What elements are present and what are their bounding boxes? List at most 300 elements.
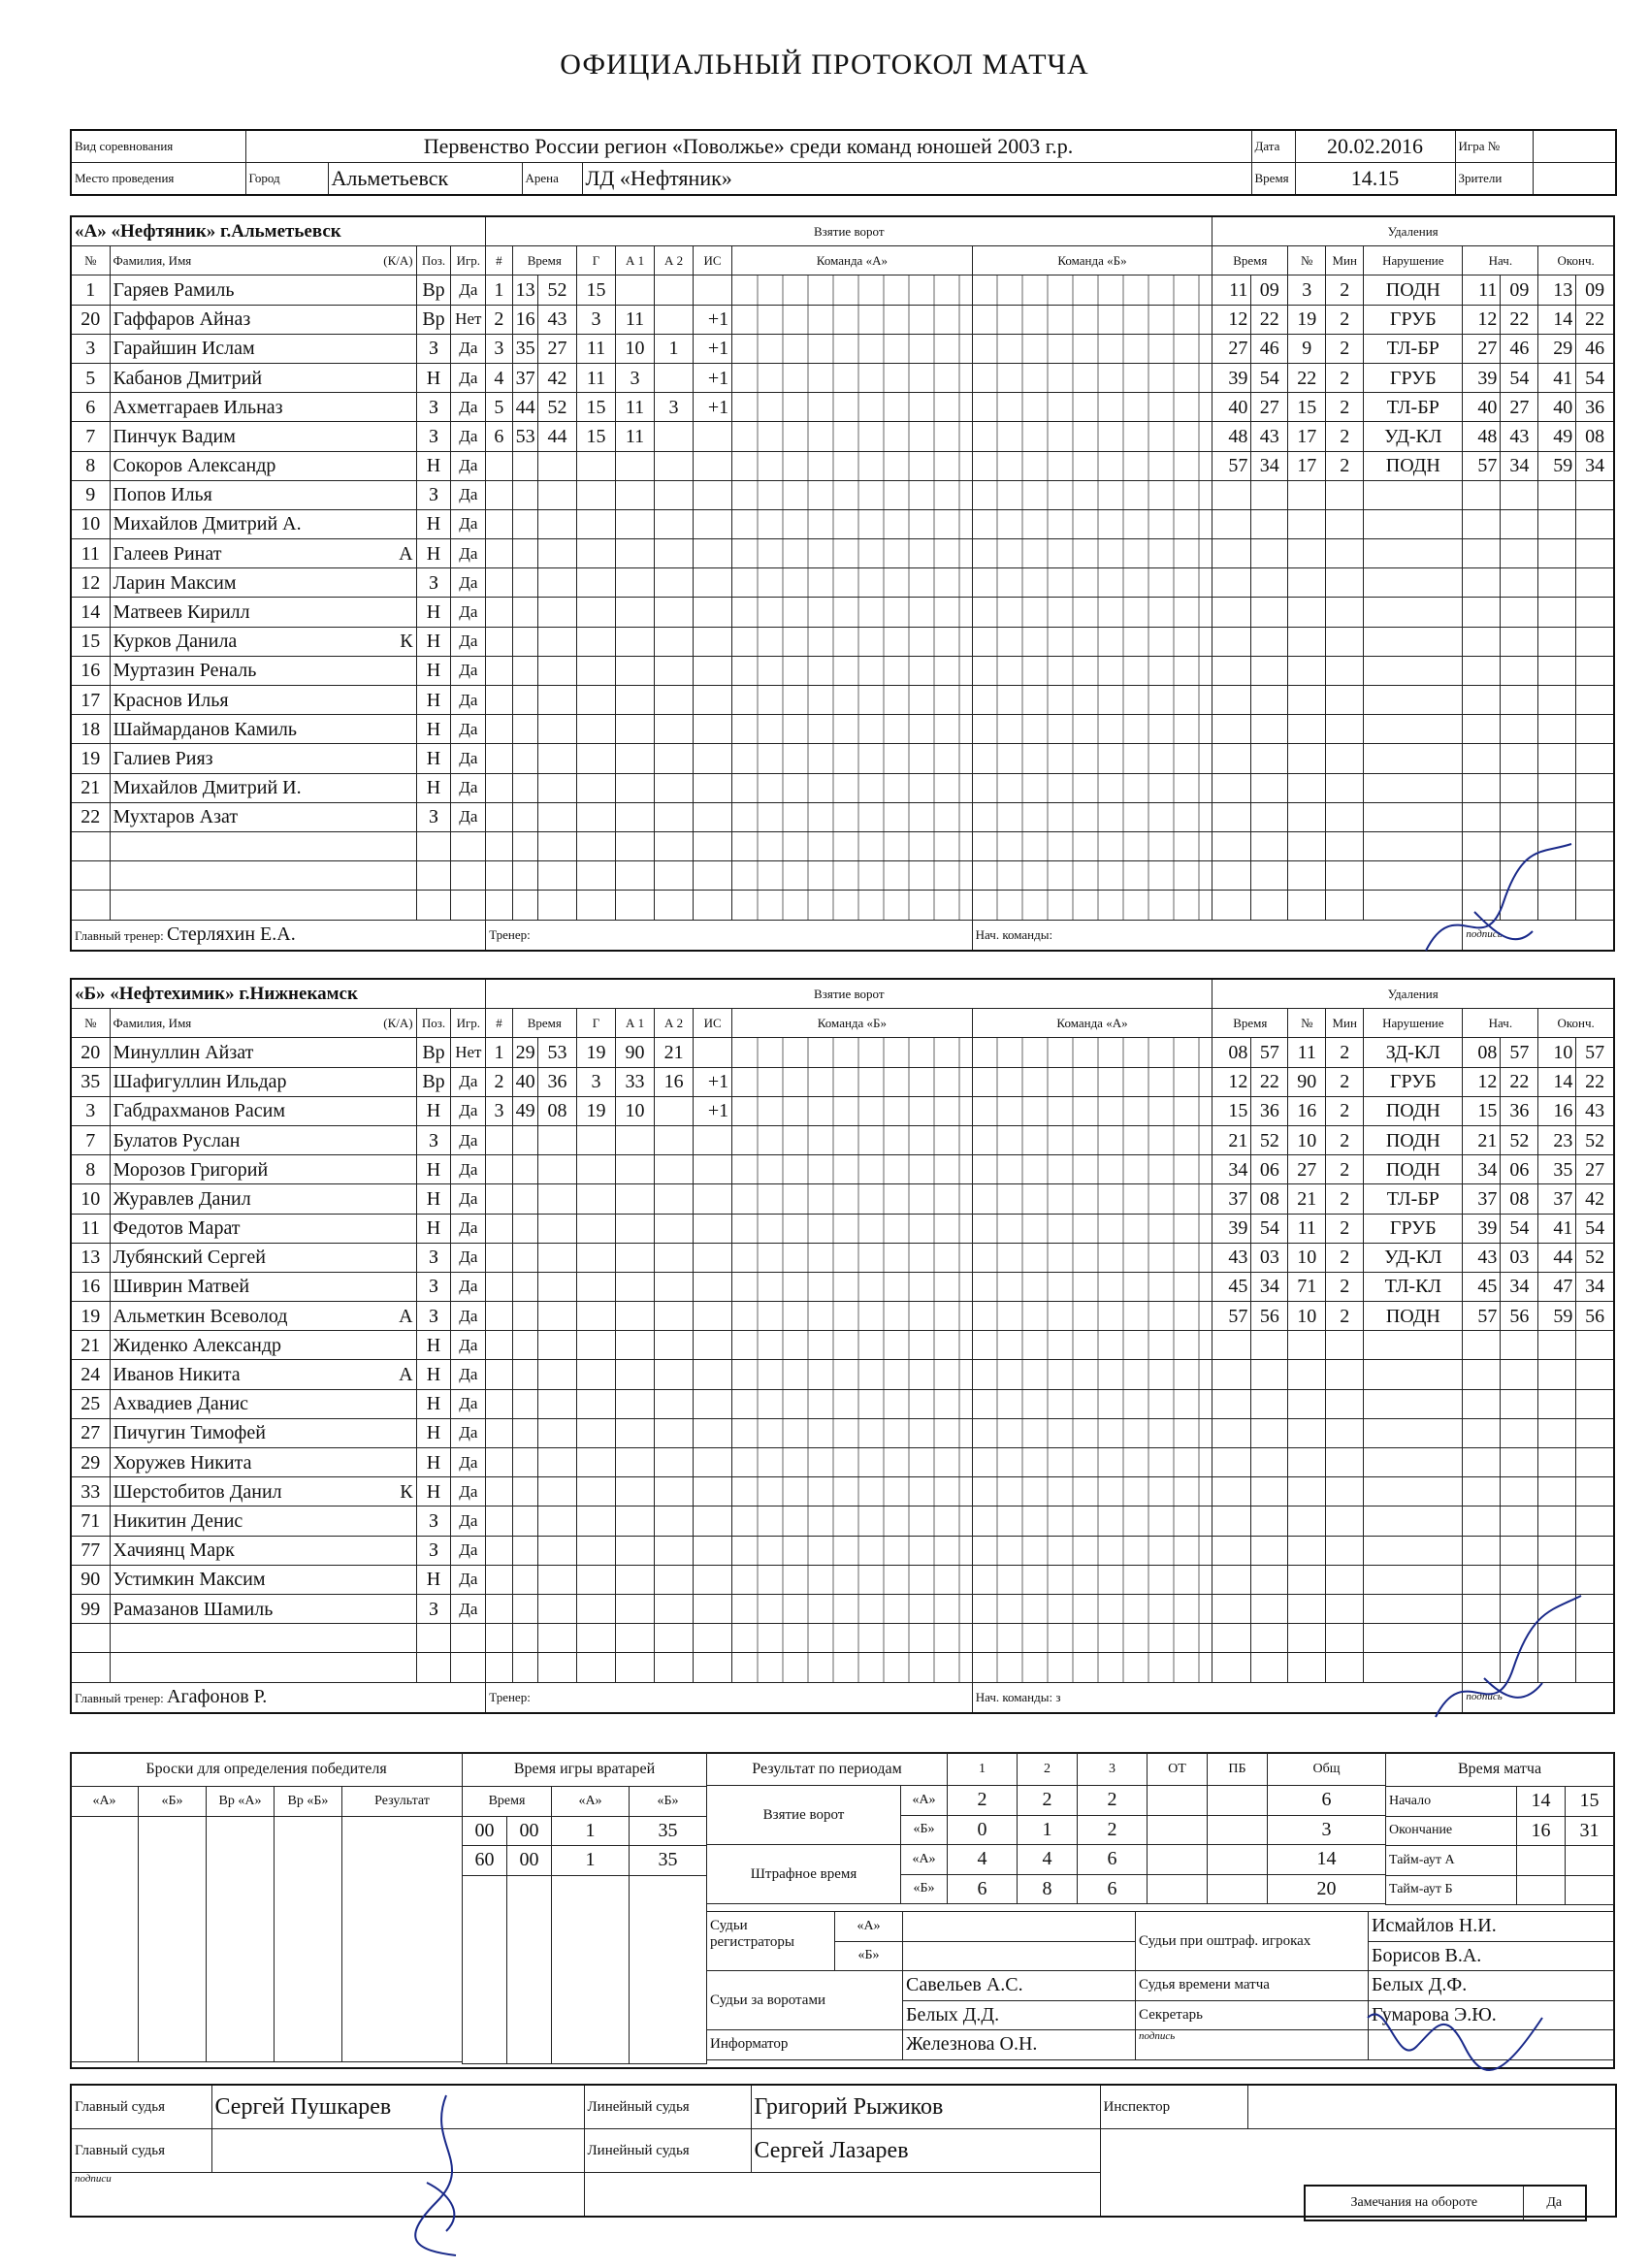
goals-team-b-label: «Б»	[901, 1815, 948, 1845]
penalty-minutes: 2	[1326, 1155, 1364, 1184]
remarks-value: Да	[1523, 2186, 1586, 2220]
goal-assist-1: 10	[616, 334, 655, 363]
goal-situation	[694, 275, 732, 305]
player-number: 10	[71, 509, 110, 538]
goal-scorer: 19	[577, 1038, 616, 1067]
player-name-cell	[110, 773, 416, 802]
player-position: Н	[416, 509, 451, 538]
player-played: Да	[451, 1507, 486, 1536]
penalty-start-min: 57	[1463, 451, 1501, 480]
player-name-cell	[110, 1360, 416, 1389]
team-b-row	[71, 1184, 1614, 1214]
col-goal-time: Время	[512, 246, 576, 275]
penalty-minutes: 2	[1326, 1067, 1364, 1096]
player-played: Да	[451, 1565, 486, 1594]
player-position: Н	[416, 686, 451, 715]
penalty-infraction: ГРУБ	[1364, 1214, 1463, 1243]
penalty-end-min: 44	[1538, 1243, 1576, 1272]
player-played: Да	[451, 1272, 486, 1301]
penalty-box-judge-1: Исмайлов Н.И.	[1369, 1912, 1614, 1942]
player-name-cell	[110, 715, 416, 744]
game-number-label: Игра №	[1455, 130, 1533, 163]
penalty-second: 56	[1251, 1302, 1288, 1331]
penalty-start-min: 12	[1463, 1067, 1501, 1096]
goal-scorer: 3	[577, 1067, 616, 1096]
shootout-col-gb: Вр «Б»	[275, 1787, 342, 1817]
goalie-row-a: 1	[552, 1816, 630, 1846]
timeout-b-label: Тайм-аут Б	[1386, 1875, 1517, 1905]
penalty-start-min: 27	[1463, 334, 1501, 363]
player-number: 16	[71, 1272, 110, 1301]
pim-a-ot	[1148, 1845, 1208, 1875]
col-name: Фамилия, Имя (К/А)	[110, 1009, 416, 1038]
col-pos: Поз.	[416, 246, 451, 275]
goals-section-title: Взятие ворот	[486, 979, 1212, 1009]
goal-scorer: 15	[576, 422, 615, 451]
penalty-player: 16	[1288, 1096, 1326, 1125]
player-number: 9	[71, 480, 110, 509]
linesman-label: Линейный судья	[584, 2129, 751, 2173]
player-name: Муртазин Реналь	[113, 660, 257, 682]
player-position: Вр	[416, 275, 451, 305]
sign-label: подпись	[1463, 920, 1614, 951]
col-goal-scorer: Г	[577, 1009, 616, 1038]
penalty-end-sec: 54	[1576, 363, 1614, 392]
player-played: Да	[451, 1448, 486, 1477]
goal-number: 2	[486, 305, 512, 334]
time-value: 14.15	[1295, 163, 1455, 196]
pim-b-ot	[1148, 1874, 1208, 1904]
goals-a-ot	[1148, 1786, 1208, 1816]
goal-scorer: 15	[576, 393, 615, 422]
penalty-start-min: 34	[1463, 1155, 1501, 1184]
period-col-2: 2	[1018, 1753, 1078, 1786]
player-number: 33	[71, 1477, 110, 1507]
goalie-col-b: «Б»	[630, 1787, 707, 1817]
chief-name: з	[1055, 1689, 1061, 1704]
team-name: «Б» «Нефтехимик» г.Нижнекамск	[71, 979, 486, 1009]
penalty-start-min: 48	[1463, 422, 1501, 451]
player-played: Да	[451, 802, 486, 831]
player-number: 90	[71, 1565, 110, 1594]
player-number: 24	[71, 1360, 110, 1389]
player-number: 12	[71, 568, 110, 598]
player-name-cell	[110, 1243, 416, 1272]
goal-judge-2: Белых Д.Д.	[903, 2000, 1136, 2030]
player-name-cell	[110, 744, 416, 773]
player-name-cell	[110, 305, 416, 334]
penalty-minutes: 2	[1326, 1243, 1364, 1272]
team-a-row	[71, 656, 1614, 685]
player-name: Иванов Никита	[113, 1364, 241, 1386]
period-col-1: 1	[948, 1753, 1018, 1786]
player-number: 27	[71, 1418, 110, 1447]
player-number: 3	[71, 334, 110, 363]
team-a-signature	[1416, 834, 1591, 970]
penalty-minute: 21	[1212, 1125, 1251, 1154]
penalty-player: 71	[1288, 1272, 1326, 1301]
player-name: Курков Данила	[113, 631, 238, 653]
goalie-row-a: 1	[552, 1846, 630, 1876]
player-number: 25	[71, 1389, 110, 1418]
penalty-minute: 57	[1212, 451, 1251, 480]
pim-a-p2: 4	[1018, 1845, 1078, 1875]
col-num: №	[71, 246, 110, 275]
shootout-title: Броски для определения победителя	[71, 1753, 463, 1787]
team-a-row	[71, 451, 1614, 480]
pim-b-p3: 6	[1078, 1874, 1148, 1904]
col-assist-1: А 1	[616, 246, 655, 275]
team-a-row	[71, 598, 1614, 627]
player-played: Да	[451, 1096, 486, 1125]
goalie-row-min: 00	[463, 1816, 507, 1846]
penalty-end-min: 29	[1538, 334, 1576, 363]
shootout-col-ga: Вр «А»	[207, 1787, 275, 1817]
player-name: Хоружев Никита	[113, 1451, 252, 1474]
goalie-row-b: 35	[630, 1816, 707, 1846]
penalty-end-min: 23	[1538, 1125, 1576, 1154]
col-pen-time: Время	[1212, 246, 1288, 275]
team-b-row	[71, 1653, 1614, 1682]
col-pen-infraction: Нарушение	[1364, 246, 1463, 275]
goal-assist-2: 3	[655, 393, 694, 422]
penalty-infraction: ТЛ-КЛ	[1364, 1272, 1463, 1301]
linesman-label: Линейный судья	[584, 2085, 751, 2129]
registrar-b-label: «Б»	[835, 1941, 903, 1971]
player-number: 13	[71, 1243, 110, 1272]
player-name: Гаффаров Айназ	[113, 308, 251, 331]
team-name: «А» «Нефтяник» г.Альметьевск	[71, 216, 486, 246]
chief-cell	[972, 920, 1463, 951]
goal-assist-2	[655, 422, 694, 451]
penalty-end-sec: 34	[1576, 451, 1614, 480]
pim-label: Штрафное время	[707, 1845, 901, 1904]
penalty-player: 22	[1288, 363, 1326, 392]
penalty-start-sec: 09	[1501, 275, 1538, 305]
penalties-section-title: Удаления	[1212, 216, 1614, 246]
player-name-cell	[110, 1038, 416, 1067]
player-name: Морозов Григорий	[113, 1158, 269, 1181]
penalty-start-min: 39	[1463, 363, 1501, 392]
goal-minute: 44	[512, 393, 537, 422]
goal-second: 43	[537, 305, 576, 334]
player-name: Журавлев Данил	[113, 1187, 251, 1210]
player-played: Да	[451, 1389, 486, 1418]
team-b-row	[71, 1624, 1614, 1653]
player-position: З	[416, 568, 451, 598]
team-b-row	[71, 1331, 1614, 1360]
goal-number: 5	[486, 393, 512, 422]
penalty-start-min: 08	[1463, 1038, 1501, 1067]
col-played: Игр.	[451, 246, 486, 275]
goalie-row-sec: 00	[507, 1846, 552, 1876]
goal-assist-2	[655, 363, 694, 392]
pim-a-p3: 6	[1078, 1845, 1148, 1875]
penalty-minute: 37	[1212, 1184, 1251, 1214]
player-role: К	[400, 631, 413, 653]
player-name-cell	[110, 334, 416, 363]
goal-scorer: 3	[576, 305, 615, 334]
goals-b-p1: 0	[948, 1815, 1018, 1845]
player-name: Минуллин Айзат	[113, 1041, 254, 1063]
penalty-minutes: 2	[1326, 275, 1364, 305]
team-b-row	[71, 1096, 1614, 1125]
player-name: Ахметгараев Ильназ	[113, 396, 283, 418]
team-b-row	[71, 1067, 1614, 1096]
penalty-end-min: 47	[1538, 1272, 1576, 1301]
team-b-row	[71, 1565, 1614, 1594]
pim-a-so	[1208, 1845, 1268, 1875]
player-position: З	[416, 1507, 451, 1536]
player-position: Н	[416, 539, 451, 568]
player-name-cell	[110, 509, 416, 538]
shootout-table	[70, 1752, 463, 2062]
goalie-time-title: Время игры вратарей	[463, 1753, 707, 1787]
player-played: Да	[451, 686, 486, 715]
player-name-cell	[110, 422, 416, 451]
goal-assist-1	[616, 275, 655, 305]
secretary-label: Секретарь	[1136, 2000, 1369, 2030]
col-team-a-onice: Команда «Б»	[732, 1009, 973, 1038]
informer-name: Железнова О.Н.	[903, 2030, 1136, 2060]
penalty-minute: 12	[1212, 1067, 1251, 1096]
shootout-col-result: Результат	[342, 1787, 463, 1817]
player-position: З	[416, 480, 451, 509]
goal-assist-2	[655, 1096, 694, 1125]
penalty-minute: 34	[1212, 1155, 1251, 1184]
penalty-player: 27	[1288, 1155, 1326, 1184]
team-b-row	[71, 1155, 1614, 1184]
trainer-label: Тренер:	[486, 920, 972, 951]
penalty-second: 27	[1251, 393, 1288, 422]
goal-judges-label: Судьи за воротами	[707, 1971, 903, 2030]
goal-situation: +1	[694, 1067, 732, 1096]
team-b-row	[71, 1389, 1614, 1418]
penalty-start-min: 21	[1463, 1125, 1501, 1154]
player-played: Да	[451, 1184, 486, 1214]
penalty-end-min: 16	[1538, 1096, 1576, 1125]
match-start-hour: 14	[1517, 1787, 1566, 1817]
team-a-row	[71, 831, 1614, 860]
player-position: З	[416, 1302, 451, 1331]
period-col-ot: ОТ	[1148, 1753, 1208, 1786]
chief-cell	[972, 1682, 1463, 1713]
player-name-cell	[110, 627, 416, 656]
penalty-end-sec: 36	[1576, 393, 1614, 422]
goal-minute: 49	[512, 1096, 537, 1125]
penalty-end-min: 40	[1538, 393, 1576, 422]
player-name: Михайлов Дмитрий А.	[113, 513, 302, 535]
registrar-a-label: «А»	[835, 1912, 903, 1942]
player-played: Да	[451, 1067, 486, 1096]
penalty-minute: 12	[1212, 305, 1251, 334]
player-name-cell	[110, 1536, 416, 1565]
penalty-start-sec: 34	[1501, 451, 1538, 480]
goals-b-so	[1208, 1815, 1268, 1845]
penalty-minutes: 2	[1326, 1096, 1364, 1125]
period-col-3: 3	[1078, 1753, 1148, 1786]
player-name: Никитин Денис	[113, 1509, 243, 1532]
penalty-start-sec: 34	[1501, 1272, 1538, 1301]
arena-label: Арена	[522, 163, 582, 196]
linesman-2: Сергей Лазарев	[751, 2129, 1100, 2173]
player-name: Рамазанов Шамиль	[113, 1598, 274, 1620]
player-name: Мухтаров Азат	[113, 806, 239, 828]
penalty-minute: 57	[1212, 1302, 1251, 1331]
penalty-minute: 27	[1212, 334, 1251, 363]
inspector-label: Инспектор	[1100, 2085, 1247, 2129]
penalty-start-min: 12	[1463, 305, 1501, 334]
col-team-b-onice: Команда «Б»	[972, 246, 1212, 275]
player-played: Да	[451, 363, 486, 392]
penalty-minutes: 2	[1326, 1214, 1364, 1243]
goalie-time-table	[462, 1752, 707, 2064]
team-b-row	[71, 1038, 1614, 1067]
player-name: Шафигуллин Ильдар	[113, 1071, 287, 1093]
col-goal-num: #	[486, 1009, 512, 1038]
remarks-table	[1304, 2185, 1587, 2221]
penalty-start-sec: 27	[1501, 393, 1538, 422]
player-name: Лубянский Сергей	[113, 1247, 266, 1269]
pim-team-b-label: «Б»	[901, 1874, 948, 1904]
penalty-minute: 08	[1212, 1038, 1251, 1067]
col-pen-infraction: Нарушение	[1364, 1009, 1463, 1038]
player-name: Альметкин Всеволод	[113, 1305, 288, 1327]
player-position: Н	[416, 1477, 451, 1507]
goal-assist-2	[655, 305, 694, 334]
penalty-minute: 39	[1212, 1214, 1251, 1243]
col-is: ИС	[694, 246, 732, 275]
periods-title: Результат по периодам	[707, 1753, 948, 1786]
penalty-start-min: 37	[1463, 1184, 1501, 1214]
player-played: Да	[451, 568, 486, 598]
match-end-min: 31	[1566, 1816, 1614, 1846]
team-b-row	[71, 1214, 1614, 1243]
goalie-col-a: «А»	[552, 1787, 630, 1817]
penalty-start-sec: 03	[1501, 1243, 1538, 1272]
player-name: Галеев Ринат	[113, 542, 222, 565]
player-position: Н	[416, 1418, 451, 1447]
penalty-minutes: 2	[1326, 1302, 1364, 1331]
player-name: Шаймарданов Камиль	[113, 718, 298, 740]
goal-assist-1: 10	[616, 1096, 655, 1125]
match-end-hour: 16	[1517, 1816, 1566, 1846]
penalty-player: 10	[1288, 1125, 1326, 1154]
goal-second: 44	[537, 422, 576, 451]
penalty-box-judge-2: Борисов В.А.	[1369, 1941, 1614, 1971]
goal-situation: +1	[694, 1096, 732, 1125]
remarks-label: Замечания на обороте	[1305, 2186, 1523, 2220]
player-number: 8	[71, 1155, 110, 1184]
penalty-end-min: 10	[1538, 1038, 1576, 1067]
player-played: Да	[451, 1302, 486, 1331]
coach-cell	[71, 920, 486, 951]
col-team-a-onice: Команда «А»	[732, 246, 973, 275]
player-number: 18	[71, 715, 110, 744]
player-played: Да	[451, 539, 486, 568]
penalty-start-min: 43	[1463, 1243, 1501, 1272]
team-a-row	[71, 686, 1614, 715]
col-pen-time: Время	[1212, 1009, 1288, 1038]
goal-assist-1: 90	[616, 1038, 655, 1067]
penalty-infraction: ТЛ-БР	[1364, 393, 1463, 422]
penalty-end-sec: 43	[1576, 1096, 1614, 1125]
city-label: Город	[245, 163, 328, 196]
linesman-1: Григорий Рыжиков	[751, 2085, 1100, 2129]
team-b-row	[71, 1594, 1614, 1623]
team-a-row	[71, 744, 1614, 773]
player-number: 3	[71, 1096, 110, 1125]
player-played: Да	[451, 1243, 486, 1272]
player-name-cell	[110, 1448, 416, 1477]
player-position: Н	[416, 1214, 451, 1243]
player-played: Да	[451, 656, 486, 685]
player-name-cell	[110, 1565, 416, 1594]
penalty-end-sec: 56	[1576, 1302, 1614, 1331]
penalty-end-min: 37	[1538, 1184, 1576, 1214]
match-info-table	[70, 129, 1617, 196]
team-a-row	[71, 627, 1614, 656]
goal-minute: 35	[512, 334, 537, 363]
main-referee-label: Главный судья	[71, 2085, 211, 2129]
penalty-start-sec: 46	[1501, 334, 1538, 363]
player-position: Н	[416, 656, 451, 685]
goal-situation: +1	[694, 334, 732, 363]
player-name: Сокоров Александр	[113, 455, 276, 477]
col-pen-end: Оконч.	[1538, 246, 1614, 275]
coach-name: Агафонов Р.	[167, 1685, 268, 1707]
team-a-row	[71, 539, 1614, 568]
team-b-row	[71, 1272, 1614, 1301]
team-a-row	[71, 363, 1614, 392]
team-b-signature	[1416, 1591, 1591, 1727]
player-position: Вр	[416, 1038, 451, 1067]
player-number: 20	[71, 305, 110, 334]
goal-minute: 29	[512, 1038, 537, 1067]
penalty-box-label: Судьи при оштраф. игроках	[1136, 1912, 1369, 1971]
penalty-end-sec: 54	[1576, 1214, 1614, 1243]
player-played: Да	[451, 1125, 486, 1154]
timekeeper-name: Белых Д.Ф.	[1369, 1971, 1614, 2001]
goals-a-so	[1208, 1786, 1268, 1816]
player-position: З	[416, 334, 451, 363]
col-pos: Поз.	[416, 1009, 451, 1038]
player-position: Н	[416, 1096, 451, 1125]
goal-second: 08	[537, 1096, 576, 1125]
spectators-label: Зрители	[1455, 163, 1533, 196]
secretary-signature	[1358, 1989, 1552, 2095]
team-b-row	[71, 1243, 1614, 1272]
player-name: Кабанов Дмитрий	[113, 367, 263, 389]
player-name: Гаряев Рамиль	[113, 278, 235, 301]
goal-scorer: 11	[576, 363, 615, 392]
team-a-row	[71, 773, 1614, 802]
player-name-cell	[110, 1272, 416, 1301]
penalty-second: 34	[1251, 451, 1288, 480]
team-b-row	[71, 1125, 1614, 1154]
player-position: З	[416, 1243, 451, 1272]
penalty-end-min: 14	[1538, 305, 1576, 334]
penalty-end-sec: 42	[1576, 1184, 1614, 1214]
penalty-minutes: 2	[1326, 1272, 1364, 1301]
player-position: З	[416, 1594, 451, 1623]
col-goal-num: #	[486, 246, 512, 275]
coach-name: Стерляхин Е.А.	[167, 923, 296, 945]
team-b-row	[71, 1360, 1614, 1389]
player-position: Н	[416, 773, 451, 802]
team-a-row	[71, 275, 1614, 305]
player-played: Да	[451, 451, 486, 480]
